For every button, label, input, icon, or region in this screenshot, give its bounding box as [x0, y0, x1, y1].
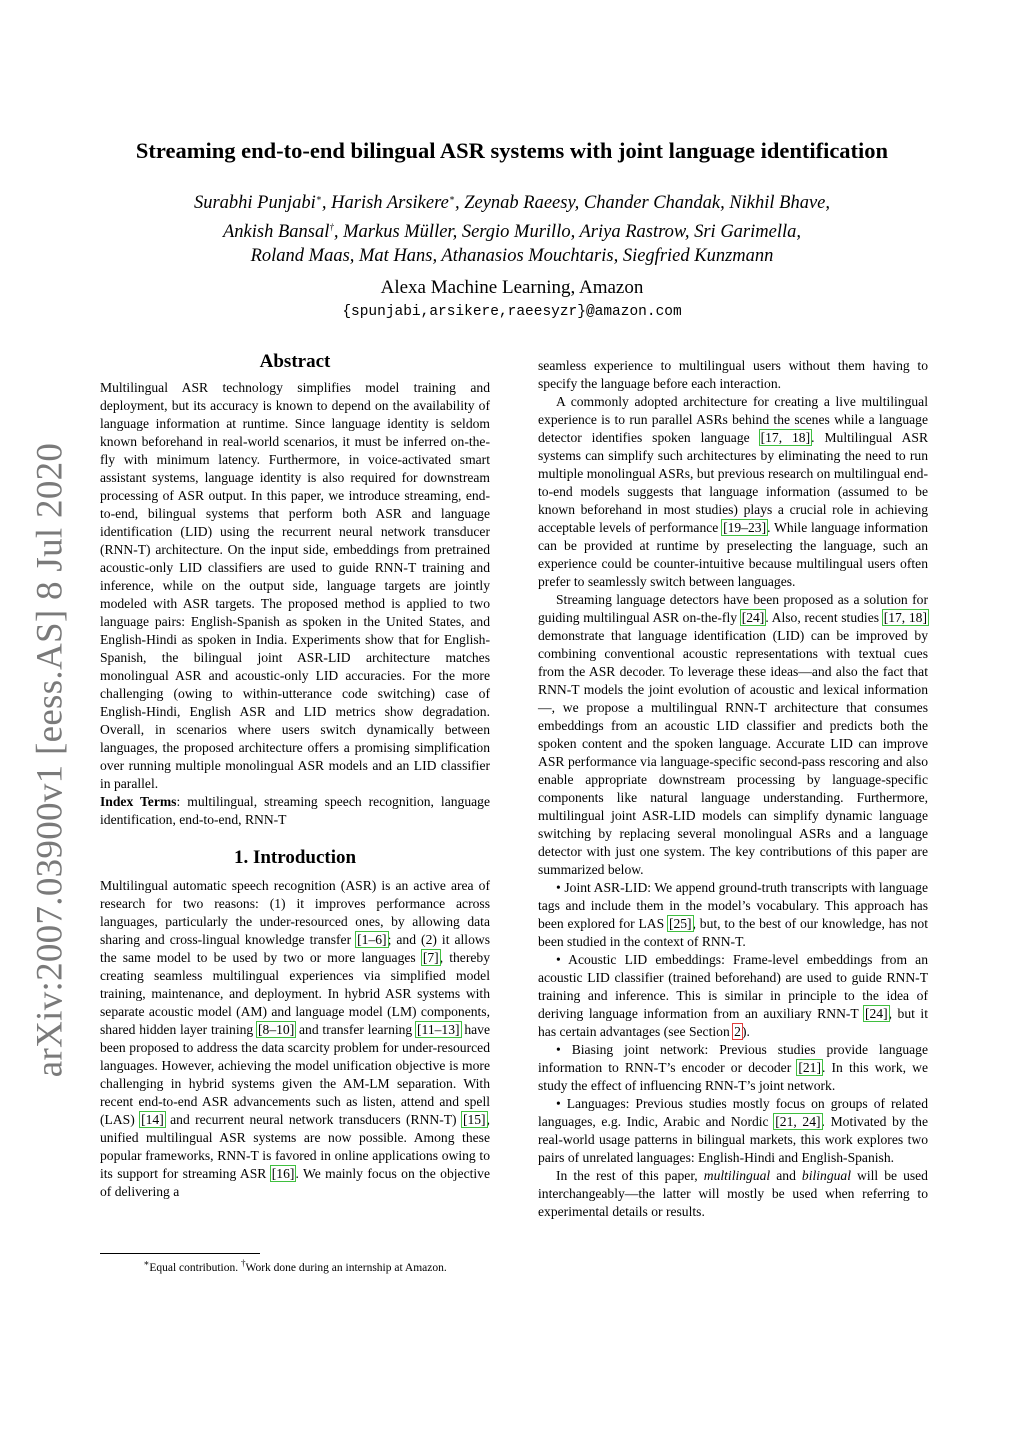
- citation-link[interactable]: [11–13]: [417, 1022, 460, 1037]
- contribution-languages: • Languages: Previous studies mostly focus on groups of related languages, e.g. Indic, Arabic and Nordic [21, 24]. Motivated by the real-world usage patterns in bilingual markets, this work explores two pairs of unrelated languages: English-Hindi and English-Spanish.: [538, 1096, 928, 1165]
- abstract-heading: Abstract: [259, 351, 331, 372]
- citation-link[interactable]: [17, 18]: [760, 430, 811, 445]
- citation-link[interactable]: [14]: [141, 1112, 164, 1127]
- intro-paragraph-continued: seamless experience to multilingual users without them having to specify the language before each interaction.: [538, 358, 928, 391]
- abstract-body: Multilingual ASR technology simplifies model training and deployment, but its accuracy is known to depend on the availability of language information at runtime. Since language identity is seldom known beforehand in real-world scenarios, it must be inferred on-the-fly with minimum latency. Furthermore, in voice-activated smart assistant systems, language identity is also required for downstream processing of ASR output. In this paper, we introduce streaming, end-to-end, bilingual systems that perform both ASR and language identification (LID) using the recurrent neural network transducer (RNN-T) architecture. On the input side, embeddings from pretrained acoustic-only LID classifiers are used to guide RNN-T training and inference, while on the output side, language targets are jointly modeled with ASR targets. The proposed method is applied to two language pairs: English-Spanish as spoken in the United States, and English-Hindi as spoken in India. Experiments show that for English-Spanish, the bilingual joint ASR-LID architecture matches monolingual ASR and acoustic-only LID accuracies. For the more challenging (owing to within-utterance code switching) case of English-Hindi, English ASR and LID metrics show degradation. Overall, in scenarios where users switch dynamically between languages, the proposed architecture offers a promising simplification over running multiple monolingual ASR models and an LID classifier in parallel.: [100, 380, 490, 791]
- author-email: {spunjabi,arsikere,raeesyzr}@amazon.com: [342, 304, 682, 320]
- paper-title: Streaming end-to-end bilingual ASR systems with joint language identification: [135, 138, 889, 163]
- index-terms: Index Terms: multilingual, streaming speech recognition, language identification, end-to-end, RNN-T: [100, 794, 490, 827]
- citation-link[interactable]: [1–6]: [357, 932, 387, 947]
- citation-link[interactable]: [15]: [462, 1112, 486, 1127]
- author-line-1: Surabhi Punjabi∗, Harish Arsikere∗, Zeynab Raeesy, Chander Chandak, Nikhil Bhave,: [193, 193, 831, 214]
- contribution-lid-embeddings: • Acoustic LID embeddings: Frame-level embeddings from an acoustic LID classifier (trained beforehand) are used to guide RNN-T training and inference. This is similar in principle to the idea of deriving language information from an auxiliary RNN-T [24], but it has certain advantages (see Section 2).: [538, 952, 928, 1039]
- intro-paragraph-3: Streaming language detectors have been proposed as a solution for guiding multilingual ASR on-the-fly [24]. Also, recent studies [17, 18] demonstrate that language identification (LID) can be improved by combining conventional acoustic representations with textual cues from the ASR decoder. To leverage these ideas—and also the fact that RNN-T models the joint evolution of acoustic and lexical information—, we propose a multilingual RNN-T architecture that consumes embeddings from an acoustic LID classifier and predicts both the spoken content and the spoken language. Accurate LID can improve ASR performance via language-specific second-pass rescoring and also enable appropriate downstream processing by language-specific components like natural language understanding. Furthermore, multilingual joint ASR-LID models can simplify dynamic language switching by replacing several monolingual ASRs and a language detector with just one system. The key contributions of this paper are summarized below.: [538, 592, 928, 877]
- citation-link[interactable]: [21, 24]: [775, 1114, 821, 1129]
- citation-link[interactable]: [7]: [422, 950, 439, 965]
- contribution-joint-asr-lid: • Joint ASR-LID: We append ground-truth transcripts with language tags and include them in the model’s vocabulary. This approach has been explored for LAS [25], but, to the best of our knowledge, has not been studied in the context of RNN-T.: [538, 880, 928, 949]
- citation-link[interactable]: [8–10]: [258, 1022, 295, 1037]
- right-column: [538, 357, 928, 1221]
- intro-paragraph-2: A commonly adopted architecture for creating a live multilingual experience is to run parallel ASRs behind the scenes while a language detector identifies spoken language [17, 18]. Multilingual ASR systems can simplify such architectures by eliminating the need to run multiple monolingual ASRs, but previous research on multilingual end-to-end models suggests that language information (assumed to be known beforehand in most studies) plays a crucial role in achieving acceptable levels of performance [19–23]. While language information can be provided at runtime by preselecting the language, such an experience could be counter-intuitive because multilingual users often prefer to seamlessly switch between languages.: [538, 394, 929, 589]
- citation-link[interactable]: [19–23]: [723, 520, 767, 535]
- introduction-heading: 1. Introduction: [233, 847, 357, 868]
- citation-link[interactable]: [16]: [271, 1166, 295, 1181]
- contribution-biasing-joint-network: • Biasing joint network: Previous studies provide language information to RNN-T’s encoder or decoder [21]. In this work, we study the effect of influencing RNN-T’s joint network.: [538, 1042, 928, 1093]
- citation-link[interactable]: [24]: [741, 610, 765, 625]
- affiliation: Alexa Machine Learning, Amazon: [380, 277, 644, 298]
- citation-link[interactable]: [24]: [864, 1006, 888, 1021]
- intro-paragraph-1: Multilingual automatic speech recognition (ASR) is an active area of research for two reasons: (1) it improves performance across languages, particularly the under-resourced ones, by allowing data sharing and cross-lingual knowledge transfer [1–6]; and (2) it allows the same model to be used by two or more languages [7], thereby creating seamless multilingual experiences via simplified model training, maintenance, and deployment. In hybrid ASR systems with separate acoustic model (AM) and language model (LM) components, shared hidden layer training [8–10] and transfer learning [11–13] have been proposed to address the data scarcity problem for under-resourced languages. However, achieving the model unification objective is more challenging in hybrid systems given the AM-LM separation. With recent end-to-end ASR advancements such as listen, attend and spell (LAS) [14] and recurrent neural network transducers (RNN-T) [15], unified multilingual ASR systems are now possible. Among these popular frameworks, RNN-T is favored in online applications owing to its support for streaming ASR [16]. We mainly focus on the objective of delivering a: [100, 878, 490, 1199]
- citation-link[interactable]: [25]: [668, 916, 692, 931]
- arxiv-side-stamp: [20, 442, 80, 1078]
- author-list: [120, 186, 904, 268]
- terminology-paragraph: In the rest of this paper, multilingual and bilingual will be used interchangeably—the latter will mostly be used when referring to experimental details or results.: [538, 1168, 928, 1219]
- citation-link[interactable]: [17, 18]: [883, 610, 927, 625]
- citation-link[interactable]: [21]: [798, 1060, 822, 1075]
- left-column: [100, 353, 490, 1201]
- footnote-rule: [100, 1253, 260, 1254]
- footnote: ∗Equal contribution. †Work done during an internship at Amazon.: [143, 1258, 447, 1274]
- arxiv-identifier: arXiv:2007.03900v1 [eess.AS] 8 Jul 2020: [29, 442, 71, 1078]
- section-link[interactable]: 2: [734, 1024, 741, 1039]
- author-line-2: Ankish Bansal†, Markus Müller, Sergio Murillo, Ariya Rastrow, Sri Garimella,: [223, 222, 801, 243]
- author-line-3: Roland Maas, Mat Hans, Athanasios Mouchtaris, Siegfried Kunzmann: [250, 246, 774, 267]
